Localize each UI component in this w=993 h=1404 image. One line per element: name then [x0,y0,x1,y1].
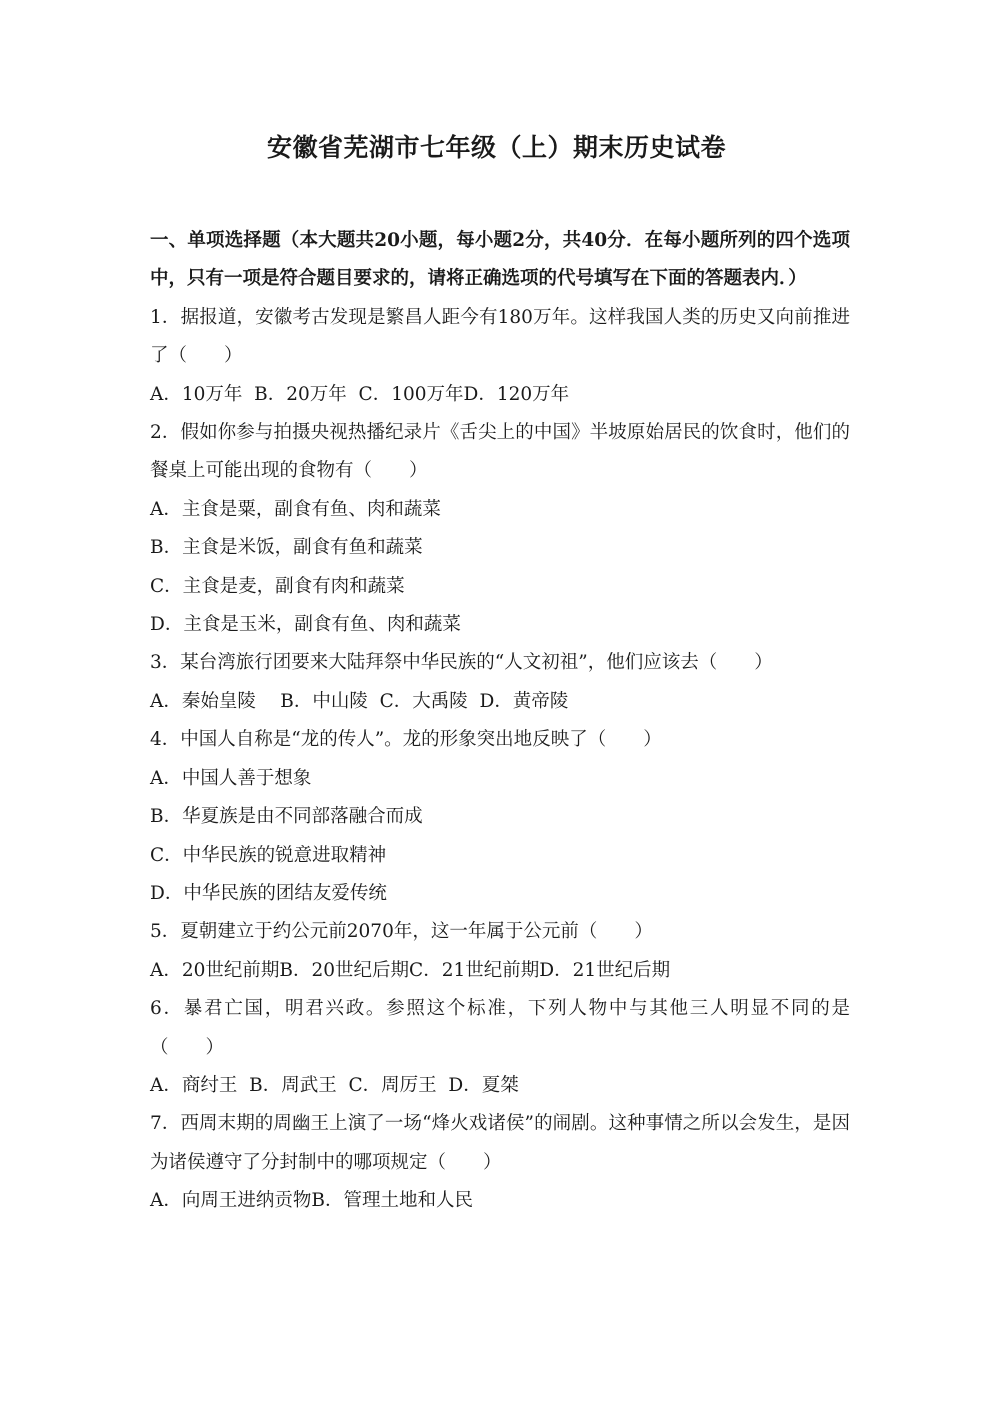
option-line: A．向周王进纳贡物B．管理土地和人民 [150,1190,473,1212]
option-d: D．主食是玉米，副食有鱼、肉和蔬菜 [150,614,461,636]
question-stem: 7．西周末期的周幽王上演了一场“烽火戏诸侯”的闹剧。这种事情之所以会发生，是因为诸侯遵守了分封制中的哪项规定（ ） [150,1113,850,1173]
option-a: A．中国人善于想象 [150,767,312,789]
question-5 [150,913,850,990]
section-header: 一、单项选择题（本大题共20小题，每小题2分，共40分．在每小题所列的四个选项中，只有一项是符合题目要求的，请将正确选项的代号填写在下面的答题表内．） [150,230,850,290]
question-stem: 3．某台湾旅行团要来大陆拜祭中华民族的“人文初祖”，他们应该去（ ） [150,652,773,674]
question-stem: 2．假如你参与拍摄央视热播纪录片《舌尖上的中国》半坡原始居民的饮食时，他们的餐桌上可能出现的食物有（ ） [150,422,850,482]
option-c: C．主食是麦，副食有肉和蔬菜 [150,575,405,597]
option-c: C．中华民族的锐意进取精神 [150,844,387,866]
option-d: D．中华民族的团结友爱传统 [150,882,387,904]
question-stem: 1．据报道，安徽考古发现是繁昌人距今有180万年。这样我国人类的历史又向前推进了（ ） [150,306,850,367]
option-line: A．秦始皇陵 B．中山陵 C．大禹陵 D．黄帝陵 [150,690,569,712]
question-2 [150,414,850,644]
option-b: B．华夏族是由不同部落融合而成 [150,806,423,828]
question-3 [150,644,850,721]
question-6 [150,990,850,1105]
option-line: A．商纣王 B．周武王 C．周厉王 D．夏桀 [150,1074,519,1096]
page-title: 安徽省芜湖市七年级（上）期末历史试卷 [266,133,726,162]
question-4 [150,721,850,913]
question-stem: 4．中国人自称是“龙的传人”。龙的形象突出地反映了（ ） [150,729,662,751]
question-7 [150,1105,850,1220]
option-b: B．主食是米饭，副食有鱼和蔬菜 [150,537,423,559]
question-stem: 5．夏朝建立于约公元前2070年，这一年属于公元前（ ） [150,921,653,943]
question-stem: 6．暴君亡国，明君兴政。参照这个标准，下列人物中与其他三人明显不同的是（ ） [150,998,850,1058]
option-a: A．主食是粟，副食有鱼、肉和蔬菜 [150,498,441,520]
question-1 [150,299,850,414]
option-line: A．10万年 B．20万年 C．100万年D．120万年 [150,383,570,405]
option-line: A．20世纪前期B．20世纪后期C．21世纪前期D．21世纪后期 [150,959,671,981]
exam-content [150,222,850,1221]
